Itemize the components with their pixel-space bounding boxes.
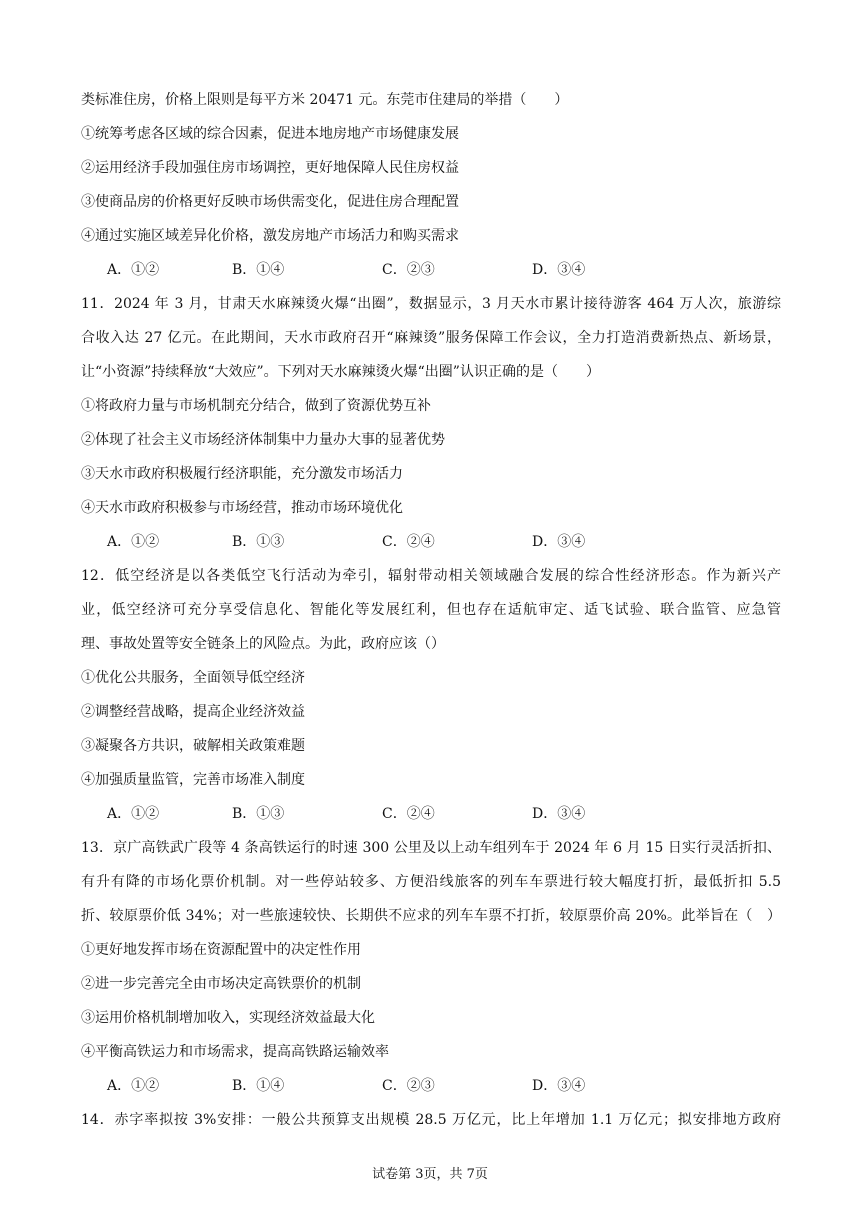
question-10-item-1: ①统筹考虑各区域的综合因素，促进本地房地产市场健康发展 (81, 126, 459, 142)
question-11-item-1: ①将政府力量与市场机制充分结合，做到了资源优势互补 (81, 398, 431, 414)
option-d: D．③④ (532, 806, 586, 822)
option-a: A．①② (107, 806, 160, 822)
question-10-item-4: ④通过实施区域差异化价格，激发房地产市场活力和购买需求 (81, 228, 459, 244)
option-d: D．③④ (532, 1078, 586, 1094)
option-d: D．③④ (532, 534, 586, 550)
option-a: A．①② (107, 1078, 160, 1094)
question-13-stem-line-1: 13．京广高铁武广段等 4 条高铁运行的时速 300 公里及以上动车组列车于 2024 年 6 月 15 日实行灵活折扣、 (81, 840, 781, 856)
question-12-stem-line-1: 12．低空经济是以各类低空飞行活动为牵引，辐射带动相关领域融合发展的综合性经济形态。作为新兴产 (81, 568, 781, 584)
question-12-stem-line-2: 业，低空经济可充分享受信息化、智能化等发展红利，但也存在适航审定、适飞试验、联合监管、应急管 (81, 602, 781, 618)
option-a: A．①② (107, 262, 160, 278)
question-13-item-1: ①更好地发挥市场在资源配置中的决定性作用 (81, 942, 361, 958)
option-a: A．①② (107, 534, 160, 550)
option-b: B．①③ (232, 806, 285, 822)
option-d: D．③④ (532, 262, 586, 278)
option-b: B．①③ (232, 534, 285, 550)
option-c: C．②④ (382, 806, 435, 822)
question-10-item-3: ③使商品房的价格更好反映市场供需变化，促进住房合理配置 (81, 194, 459, 210)
question-13-item-4: ④平衡高铁运力和市场需求，提高高铁路运输效率 (81, 1044, 389, 1060)
question-11-item-2: ②体现了社会主义市场经济体制集中力量办大事的显著优势 (81, 432, 445, 448)
question-11-stem-line-3: 让“小资源”持续释放“大效应”。下列对天水麻辣烫火爆“出圈”认识正确的是（ ） (81, 364, 600, 380)
question-12-stem-line-3: 理、事故处置等安全链条上的风险点。为此，政府应该（） (81, 636, 445, 652)
question-11-stem-line-2: 合收入达 27 亿元。在此期间，天水市政府召开“麻辣烫”服务保障工作会议，全力打造消费新热点、新场景， (81, 330, 781, 346)
question-13-stem-line-2: 有升有降的市场化票价机制。对一些停站较多、方便沿线旅客的列车车票进行较大幅度打折，最低折扣 5.5 (81, 874, 781, 890)
question-10-stem-tail: 类标准住房，价格上限则是每平方米 20471 元。东莞市住建局的举措（ ） (81, 92, 569, 108)
question-11-stem-line-1: 11．2024 年 3 月，甘肃天水麻辣烫火爆“出圈”，数据显示，3 月天水市累计接待游客 464 万人次，旅游综 (81, 296, 781, 312)
question-13-item-3: ③运用价格机制增加收入，实现经济效益最大化 (81, 1010, 375, 1026)
question-14-stem-line-1: 14．赤字率拟按 3%安排：一般公共预算支出规模 28.5 万亿元，比上年增加 1.1 万亿元；拟安排地方政府 (81, 1112, 781, 1128)
question-13-stem-line-3: 折、较原票价低 34%；对一些旅速较快、长期供不应求的列车车票不打折，较原票价高 20%。此举旨在（ ） (81, 908, 781, 924)
question-12-item-3: ③凝聚各方共识，破解相关政策难题 (81, 738, 305, 754)
question-13-item-2: ②进一步完善完全由市场决定高铁票价的机制 (81, 976, 361, 992)
question-10-item-2: ②运用经济手段加强住房市场调控，更好地保障人民住房权益 (81, 160, 459, 176)
question-11-item-4: ④天水市政府积极参与市场经营，推动市场环境优化 (81, 500, 403, 516)
question-12-item-1: ①优化公共服务，全面领导低空经济 (81, 670, 305, 686)
option-c: C．②④ (382, 534, 435, 550)
question-12-item-2: ②调整经营战略，提高企业经济效益 (81, 704, 305, 720)
option-b: B．①④ (232, 1078, 285, 1094)
option-b: B．①④ (232, 262, 285, 278)
question-12-item-4: ④加强质量监管，完善市场准入制度 (81, 772, 305, 788)
question-11-item-3: ③天水市政府积极履行经济职能，充分激发市场活力 (81, 466, 403, 482)
option-c: C．②③ (382, 262, 435, 278)
option-c: C．②③ (382, 1078, 435, 1094)
page-footer: 试卷第 3页，共 7页 (372, 1167, 488, 1182)
